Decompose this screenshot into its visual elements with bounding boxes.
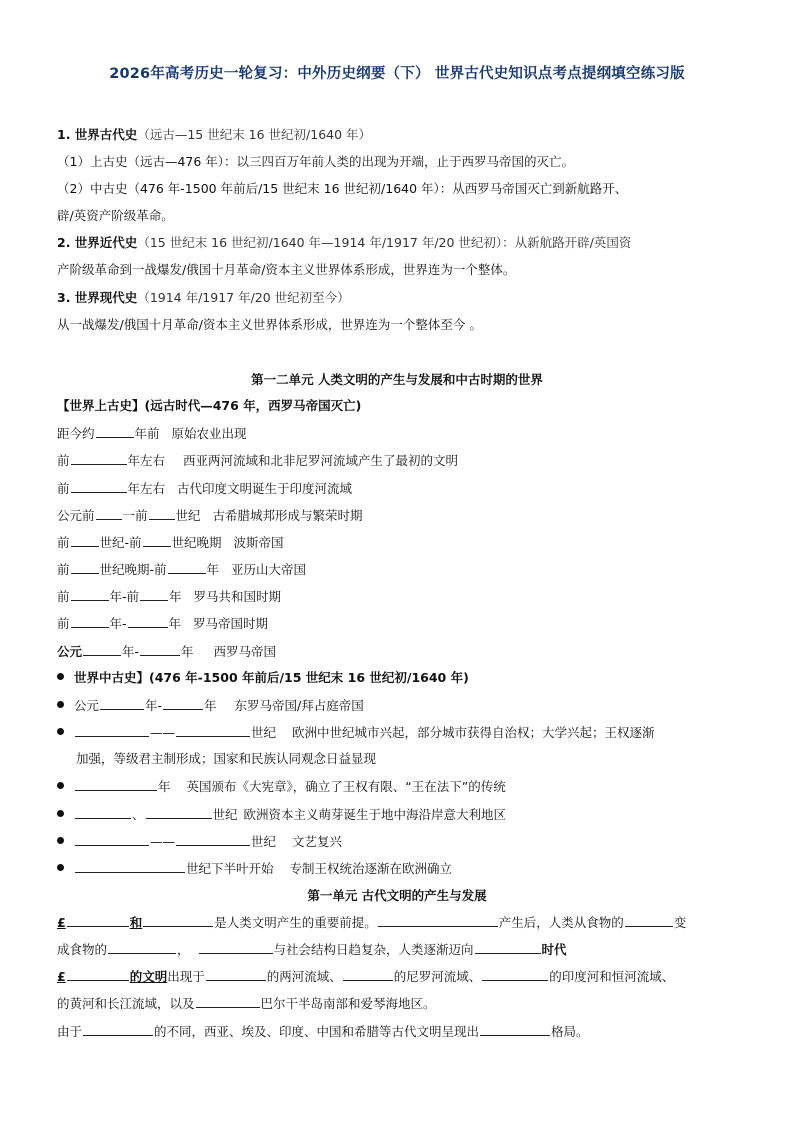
medieval-history-heading [57,670,469,686]
period-contemporary-heading: 3. 世界现代史 [57,290,138,305]
row-mid: 年- [109,616,127,631]
row-unit: 世纪晚期 [171,535,222,550]
row-mid: 世纪晚期-前 [99,562,167,577]
ancient-row [57,534,284,551]
fill-blank[interactable] [480,1023,550,1036]
period-contemporary [57,290,350,306]
period-contemporary-2: 从一战爆发/俄国十月革命/资本主义世界体系形成，世界连为一个整体至今 。 [57,317,482,332]
row-unit: 年 [169,589,182,604]
row-event: 古代印度文明诞生于印度河流域 [177,481,353,496]
medieval-item [57,724,655,741]
period-modern [57,235,631,251]
fill-blank[interactable] [71,561,99,574]
row-unit: 年 [206,562,220,577]
text-segment: 的黄河和长江流域，以及 [57,996,195,1011]
text-segment: 巴尔干半岛南部和爱琴海地区。 [260,996,436,1011]
period-ancient-middle-1: （2）中古史（476 年-1500 年前后/15 世纪末 16 世纪初/1640 年）：从西罗马帝国灭亡到新航路开、 [57,181,628,196]
fill-blank[interactable] [75,833,149,846]
text-segment: 的印度河和恒河流域、 [549,969,675,984]
row-unit: 年 [168,616,182,631]
row-prefix: 前 [57,481,70,496]
period-ancient [57,127,371,143]
medieval-heading-text: 世界中古史】(476 年-1500 年前后/15 世纪末 16 世纪初/1640 年) [74,670,469,685]
fill-blank[interactable] [83,1023,153,1036]
row-prefix: 公元前 [57,508,95,523]
medieval-item [57,697,364,714]
row-event: 原始农业出现 [171,426,247,441]
bullet-icon [57,837,64,844]
fill-blank[interactable] [71,452,127,465]
text-segment: 的不同，西亚、埃及、印度、中国和希腊等古代文明呈现出 [154,1024,480,1039]
text-segment: 变 [673,915,687,930]
fill-blank[interactable] [176,724,250,737]
unit1-line-2 [57,941,567,958]
item-unit: 年 [204,698,217,713]
fill-blank[interactable] [100,697,144,710]
fill-blank[interactable] [176,833,250,846]
fill-blank[interactable] [108,941,176,954]
text-segment: 时代 [541,942,567,957]
conjunction-text: 和 [129,915,143,930]
bullet-icon [57,864,64,871]
row-unit: 年左右 [127,481,166,496]
fill-blank[interactable] [96,507,122,520]
item-event: 欧洲资本主义萌芽诞生于地中海沿岸意大利地区 [243,807,507,822]
ancient-row [57,643,276,660]
text-segment: 的两河流域、 [266,969,342,984]
fill-blank[interactable] [475,941,541,954]
ancient-row [57,425,247,442]
row-event: 古希腊城邦形成与繁荣时期 [212,508,363,523]
row-prefix: 公元 [57,644,83,659]
row-event: 罗马共和国时期 [193,589,282,604]
item-mid: 年- [145,698,163,713]
unit1-line-3 [57,968,674,985]
text-segment: 出现于 [167,969,205,984]
fill-blank[interactable] [71,588,109,601]
ancient-row [57,561,306,578]
item-unit: 年 [158,779,171,794]
row-event: 亚历山大帝国 [231,562,307,577]
item-unit: 世纪 [251,834,277,849]
fill-blank[interactable] [343,968,393,981]
fill-blank[interactable] [199,941,273,954]
item-event: 文艺复兴 [292,834,343,849]
text-segment: 的尼罗河流域、 [393,969,482,984]
fill-blank[interactable] [67,914,129,927]
row-unit: 年前 [134,426,160,441]
period-ancient-middle-2: 辟/英资产阶级革命。 [57,208,174,223]
ancient-row [57,615,268,632]
fill-blank[interactable] [83,643,121,656]
medieval-item [57,833,342,850]
item-event: 专制王权统治逐渐在欧洲确立 [289,861,453,876]
row-mid: 年- [122,644,140,659]
medieval-item-continued: 加强，等级君主制形成；国家和民族认同观念日益显现 [76,751,377,766]
row-mid: 一前 [122,508,148,523]
fill-blank[interactable] [625,914,673,927]
bullet-icon [57,810,64,817]
row-prefix: 前 [57,562,70,577]
unit1-line-5 [57,1023,589,1040]
bullet-icon [57,673,64,680]
fill-blank[interactable] [163,697,203,710]
row-event: 西亚两河流域和北非尼罗河流域产生了最初的文明 [183,453,459,468]
ancient-row [57,480,352,497]
period-ancient-heading: 1. 世界古代史 [57,127,138,142]
row-unit: 年左右 [127,453,166,468]
period-ancient-upper: （1）上古史（远古—476 年）：以三四百万年前人类的出现为开端，止于西罗马帝国的灭亡。 [57,154,575,169]
period-modern-heading: 2. 世界近代史 [57,235,138,250]
text-segment: 产生后，人类从食物的 [498,915,624,930]
row-event: 波斯帝国 [233,535,284,550]
fill-blank[interactable] [75,778,157,791]
fill-blank[interactable] [168,561,206,574]
glyph-mark: £ [57,915,66,930]
bullet-icon [57,701,64,708]
fill-blank[interactable] [67,968,129,981]
fill-blank[interactable] [75,724,149,737]
row-mid: 世纪-前 [99,535,142,550]
row-event: 西罗马帝国 [213,644,277,659]
glyph-mark: £ [57,969,66,984]
fill-blank[interactable] [96,425,134,438]
fill-blank[interactable] [75,806,131,819]
fill-blank[interactable] [143,914,213,927]
bullet-icon [57,782,64,789]
row-unit: 世纪 [175,508,201,523]
item-mid: —— [150,725,175,740]
fill-blank[interactable] [128,615,168,628]
fill-blank[interactable] [206,968,266,981]
row-prefix: 前 [57,535,70,550]
period-contemporary-range: （1914 年/1917 年/20 世纪初至今） [137,290,350,305]
fill-blank[interactable] [75,860,185,873]
item-unit: 世纪 [212,807,238,822]
fill-blank[interactable] [140,643,180,656]
text-segment: ， [177,942,190,957]
row-prefix: 距今约 [57,426,95,441]
row-prefix: 前 [57,616,70,631]
text-segment: 成食物的 [57,942,108,957]
bullet-icon [57,728,64,735]
text-segment: 是人类文明产生的重要前提。 [214,915,377,930]
fill-blank[interactable] [71,480,127,493]
fill-blank[interactable] [71,534,99,547]
text-segment: 格局。 [551,1024,589,1039]
unit1-line-1 [57,914,686,931]
fill-blank[interactable] [378,914,498,927]
text-segment: 由于 [57,1024,83,1039]
item-prefix: 公元 [74,698,100,713]
ancient-history-heading: 【世界上古史】(远古时代—476 年，西罗马帝国灭亡) [57,398,362,413]
item-mid: 、 [132,807,145,822]
unit12-heading: 第一二单元 人类文明的产生与发展和中古时期的世界 [251,372,543,387]
row-prefix: 前 [57,453,70,468]
item-unit: 世纪 [251,725,277,740]
medieval-item [57,806,506,823]
row-mid: 年-前 [109,589,140,604]
text-segment: 的文明 [129,969,168,984]
unit1-heading: 第一单元 古代文明的产生与发展 [307,888,487,903]
fill-blank[interactable] [146,806,212,819]
row-event: 罗马帝国时期 [193,616,269,631]
row-prefix: 前 [57,589,70,604]
item-event: 欧洲中世纪城市兴起，部分城市获得自治权；大学兴起；王权逐渐 [292,725,655,740]
unit1-line-4 [57,995,436,1012]
fill-blank[interactable] [140,588,168,601]
fill-blank[interactable] [71,615,109,628]
document-title: 2026年高考历史一轮复习：中外历史纲要（下） 世界古代史知识点考点提纲填空练习版 [109,66,685,82]
row-unit: 年 [181,644,194,659]
medieval-item [57,778,506,795]
fill-blank[interactable] [143,534,171,547]
item-mid: —— [150,834,175,849]
item-event: 英国颁布《大宪章》，确立了王权有限、“王在法下”的传统 [186,779,506,794]
ancient-row [57,507,363,524]
period-modern-2: 产阶级革命到一战爆发/俄国十月革命/资本主义世界体系形成，世界连为一个整体。 [57,262,516,277]
fill-blank[interactable] [482,968,548,981]
fill-blank[interactable] [196,995,260,1008]
medieval-item [57,860,452,877]
item-unit: 世纪下半叶开始 [186,861,274,876]
fill-blank[interactable] [149,507,175,520]
ancient-row [57,588,281,605]
text-segment: 与社会结构日趋复杂，人类逐渐迈向 [273,942,474,957]
item-event: 东罗马帝国/拜占庭帝国 [234,698,364,713]
period-ancient-range: （远古—15 世纪末 16 世纪初/1640 年） [137,127,372,142]
period-modern-range: （15 世纪末 16 世纪初/1640 年—1914 年/1917 年/20 世纪初）：从新航路开辟/英国资 [137,235,632,250]
ancient-row [57,452,458,469]
